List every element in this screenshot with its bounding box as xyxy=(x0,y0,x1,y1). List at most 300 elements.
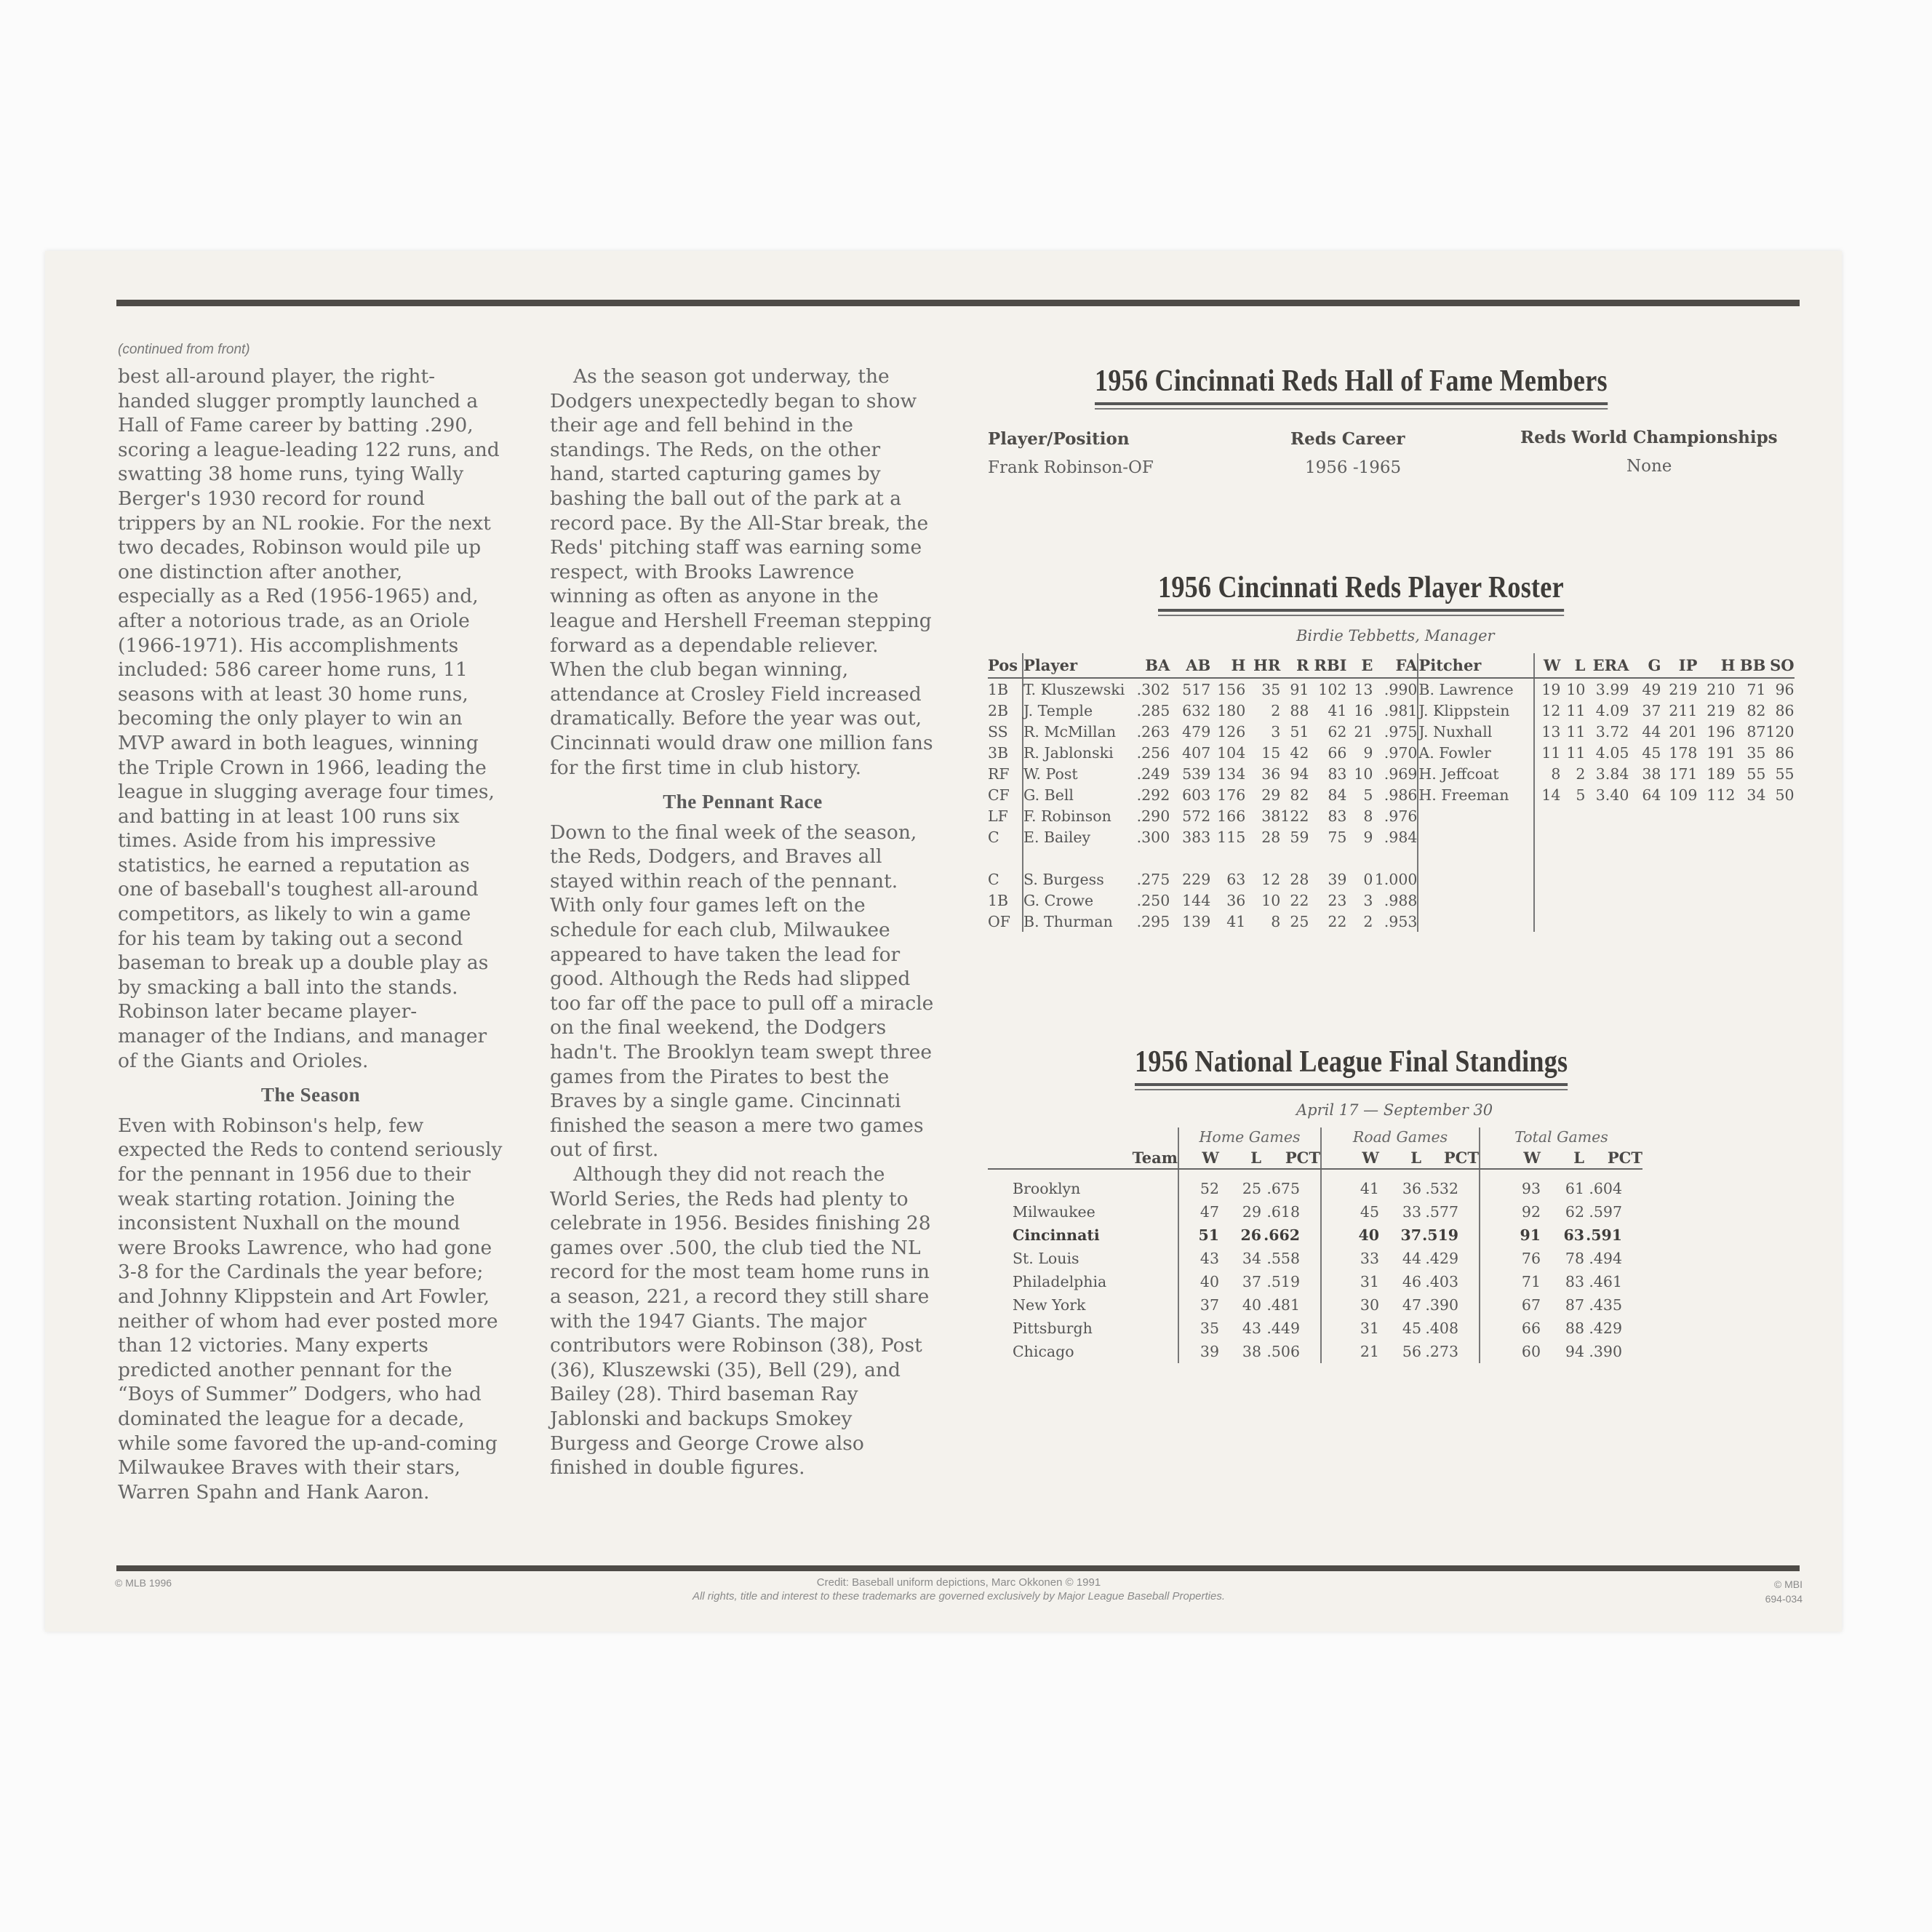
roster-cell: 25 xyxy=(1290,912,1309,930)
standings-cell: Pittsburgh xyxy=(988,1317,1178,1340)
standings-cell: .408 xyxy=(1421,1317,1480,1340)
roster-cell: LF xyxy=(988,805,1023,826)
roster-cell: 189 xyxy=(1707,765,1736,783)
roster-cell xyxy=(1560,890,1585,911)
roster-cell: 0 xyxy=(1363,870,1373,888)
roster-cell: 94 xyxy=(1290,765,1309,783)
roster-cell: 1B xyxy=(988,678,1023,700)
standings-title: 1956 National League Final Standings xyxy=(1135,1045,1568,1086)
roster-cell xyxy=(1765,911,1794,932)
roster-cell xyxy=(1697,869,1735,890)
roster-cell: 479 xyxy=(1182,722,1211,741)
standings-cell: 92 xyxy=(1521,1203,1541,1221)
roster-row xyxy=(988,911,1795,932)
roster-cell: .976 xyxy=(1373,805,1418,826)
hof-career-value: 1956 -1965 xyxy=(1305,458,1402,477)
standings-cell: Milwaukee xyxy=(988,1200,1178,1224)
roster-cell xyxy=(1697,911,1735,932)
roster-cell: H. Freeman xyxy=(1418,784,1534,805)
group-total: Total Games xyxy=(1514,1128,1608,1146)
roster-cell: 126 xyxy=(1217,722,1246,741)
roster-header: SO xyxy=(1765,653,1794,678)
roster-cell: .256 xyxy=(1136,743,1170,762)
standings-cell: 33 xyxy=(1402,1203,1421,1221)
roster-header: BB xyxy=(1735,653,1765,678)
roster-cell: 383 xyxy=(1182,828,1211,846)
standings-cell: 21 xyxy=(1360,1343,1379,1360)
roster-header: FA xyxy=(1373,653,1418,678)
roster-cell: 41 xyxy=(1226,912,1246,930)
roster-cell: 35 xyxy=(1747,743,1766,762)
standings-cell: 30 xyxy=(1360,1296,1379,1314)
standings-cell: .461 xyxy=(1589,1273,1622,1290)
roster-cell: 28 xyxy=(1290,870,1309,888)
roster-cell xyxy=(1661,805,1697,826)
roster-cell: 83 xyxy=(1328,765,1347,783)
roster-cell xyxy=(1585,890,1629,911)
roster-cell xyxy=(1418,805,1534,826)
standings-cell: .604 xyxy=(1589,1180,1622,1197)
standings-cell: 93 xyxy=(1521,1180,1541,1197)
roster-cell: 22 xyxy=(1328,912,1347,930)
standings-cell: 43 xyxy=(1199,1250,1219,1267)
roster-cell: 13 xyxy=(1541,722,1561,741)
standings-cell: 37 xyxy=(1199,1296,1219,1314)
standings-cell: 26 xyxy=(1240,1226,1261,1244)
roster-cell: 21 xyxy=(1354,722,1373,741)
roster-cell: 632 xyxy=(1182,701,1211,719)
roster-cell: 23 xyxy=(1328,891,1347,909)
roster-cell xyxy=(1661,847,1697,869)
roster-cell: RF xyxy=(988,763,1023,784)
roster-cell xyxy=(1661,826,1697,847)
roster-cell: 37 xyxy=(1642,701,1661,719)
standings-header: PCT xyxy=(1584,1146,1642,1169)
standings-cell: 66 xyxy=(1521,1320,1541,1337)
roster-cell: 12 xyxy=(1541,701,1561,719)
standings-cell: 35 xyxy=(1199,1320,1219,1337)
roster-cell xyxy=(988,847,1023,869)
roster-cell xyxy=(1735,805,1765,826)
roster-cell xyxy=(1661,869,1697,890)
roster-row xyxy=(988,700,1795,721)
roster-cell: 102 xyxy=(1318,680,1347,698)
roster-cell: 36 xyxy=(1261,765,1281,783)
text-column-1 xyxy=(118,364,503,1504)
roster-cell: .984 xyxy=(1373,826,1418,847)
roster-cell xyxy=(1560,847,1585,869)
roster-cell: B. Thurman xyxy=(1023,912,1113,930)
roster-table xyxy=(988,653,1795,932)
roster-cell: 13 xyxy=(1354,680,1373,698)
standings-header: L xyxy=(1379,1146,1421,1169)
paragraph: As the season got underway, the Dodgers unexpectedly began to show their age and fell behind in the standings. The Reds, on the other hand, started capturing games by bashing the ball out of the park at a record pace. By the All-Star break, the Reds' pitching staff was earning some respect, with Brooks Lawrence winning as often as anyone in the league and Hershell Freeman stepping forward as a dependable reliever. When the club began winning, attendance at Crosley Field increased dramatically. Before the year was out, Cincinnati would draw one million fans for the first time in club history. xyxy=(550,365,933,779)
roster-header: Pos xyxy=(988,653,1023,678)
roster-cell: 75 xyxy=(1328,828,1347,846)
standings-header: PCT xyxy=(1421,1146,1480,1169)
roster-cell: .275 xyxy=(1136,870,1170,888)
roster-cell: .981 xyxy=(1373,700,1418,721)
roster-cell: 407 xyxy=(1182,743,1211,762)
paragraph: best all-around player, the right-handed slugger promptly launched a Hall of Fame career by batting .290, scoring a league-leading 122 runs, and swatting 38 home runs, tying Wally Berger's 1930 record for round trippers by an NL rookie. For the next two decades, Robinson would pile up one distinction after another, especially as a Red (1956-1965) and, after a notorious trade, as an Oriole (1966-1971). His accomplishments included: 586 career home runs, 11 seasons with at least 30 home runs, becoming the only player to win an MVP award in both leagues, winning the Triple Crown in 1966, leading the league in slugging average four times, and batting in at least 100 runs six times. Aside from his impressive statistics, he earned a reputation as one of baseball's toughest all-around competitors, as likely to win a game for his team by taking out a second baseman to break up a double play as by smacking a ball into the stands. Robinson later became player-manager of the Indians, and manager of the Giants and Orioles. xyxy=(118,365,500,1072)
roster-cell: 171 xyxy=(1669,765,1698,783)
roster-cell: .975 xyxy=(1373,721,1418,742)
standings-cell: .435 xyxy=(1589,1296,1622,1314)
roster-cell: 219 xyxy=(1669,680,1698,698)
roster-cell: 36 xyxy=(1226,891,1246,909)
roster-header: H xyxy=(1697,653,1735,678)
roster-header: G xyxy=(1629,653,1661,678)
roster-cell: 83 xyxy=(1328,807,1347,825)
roster-cell: 109 xyxy=(1669,786,1698,804)
roster-header: E xyxy=(1346,653,1373,678)
roster-cell: 2 xyxy=(1363,912,1373,930)
roster-cell xyxy=(1629,847,1661,869)
roster-cell xyxy=(1585,826,1629,847)
roster-cell xyxy=(1735,847,1765,869)
bottom-rule xyxy=(116,1565,1800,1571)
roster-cell: 11 xyxy=(1566,743,1586,762)
roster-cell xyxy=(1125,847,1170,869)
roster-cell: 201 xyxy=(1669,722,1698,741)
roster-cell: 12 xyxy=(1261,870,1281,888)
roster-cell: .986 xyxy=(1373,784,1418,805)
roster-cell xyxy=(1765,847,1794,869)
roster-header: BA xyxy=(1125,653,1170,678)
standings-cell: .429 xyxy=(1589,1320,1622,1337)
standings-table xyxy=(988,1127,1642,1363)
standings-cell: 44 xyxy=(1402,1250,1421,1267)
roster-header: AB xyxy=(1170,653,1210,678)
standings-cell: St. Louis xyxy=(988,1247,1178,1270)
roster-cell: .249 xyxy=(1136,765,1170,783)
roster-header: HR xyxy=(1245,653,1280,678)
roster-cell xyxy=(1585,869,1629,890)
standings-row xyxy=(988,1224,1642,1247)
standings-header: W xyxy=(1321,1146,1379,1169)
roster-cell: 14 xyxy=(1541,786,1561,804)
roster-cell: 5 xyxy=(1363,786,1373,804)
standings-cell: 51 xyxy=(1198,1226,1219,1244)
roster-manager: Birdie Tebbetts, Manager xyxy=(1296,627,1495,644)
roster-cell: 219 xyxy=(1707,701,1736,719)
roster-cell xyxy=(1534,911,1560,932)
roster-cell: 2 xyxy=(1271,701,1281,719)
roster-cell xyxy=(1585,911,1629,932)
standings-cell: 38 xyxy=(1242,1343,1261,1360)
roster-cell: C xyxy=(988,826,1023,847)
standings-cell: 41 xyxy=(1360,1180,1379,1197)
roster-cell: C xyxy=(988,869,1023,890)
standings-cell: 31 xyxy=(1360,1273,1379,1290)
roster-header: IP xyxy=(1661,653,1697,678)
roster-cell xyxy=(1629,869,1661,890)
standings-row xyxy=(988,1293,1642,1317)
standings-header: Team xyxy=(988,1146,1178,1169)
roster-cell: 1.000 xyxy=(1373,869,1418,890)
standings-cell: 45 xyxy=(1360,1203,1379,1221)
standings-cell: 46 xyxy=(1402,1273,1421,1290)
roster-cell xyxy=(1735,826,1765,847)
roster-cell xyxy=(1661,911,1697,932)
roster-cell xyxy=(1735,869,1765,890)
standings-cell: 63 xyxy=(1563,1226,1584,1244)
roster-cell: 539 xyxy=(1182,765,1211,783)
roster-cell: 4.09 xyxy=(1595,701,1629,719)
roster-cell: 19 xyxy=(1541,680,1561,698)
standings-cell: 52 xyxy=(1199,1180,1219,1197)
standings-cell: 47 xyxy=(1199,1203,1219,1221)
standings-cell: .618 xyxy=(1261,1200,1321,1224)
roster-cell xyxy=(1560,805,1585,826)
roster-cell: 178 xyxy=(1669,743,1698,762)
roster-cell xyxy=(1560,869,1585,890)
roster-cell: 16 xyxy=(1354,701,1373,719)
roster-cell: 55 xyxy=(1747,765,1766,783)
roster-cell: 8 xyxy=(1551,765,1561,783)
roster-cell: .290 xyxy=(1136,807,1170,825)
roster-cell xyxy=(1534,847,1560,869)
footer-rights-line: All rights, title and interest to these trademarks are governed exclusively by Major League Baseball Properties. xyxy=(692,1590,1226,1602)
standings-cell: 34 xyxy=(1242,1250,1261,1267)
roster-cell: H. Jeffcoat xyxy=(1418,763,1534,784)
roster-cell xyxy=(1735,890,1765,911)
standings-header: L xyxy=(1541,1146,1584,1169)
standings-header: L xyxy=(1219,1146,1261,1169)
hof-header-career: Reds Career xyxy=(1290,429,1405,449)
roster-cell xyxy=(1534,869,1560,890)
roster-cell: 180 xyxy=(1217,701,1246,719)
roster-cell xyxy=(1765,890,1794,911)
roster-cell: 45 xyxy=(1642,743,1661,762)
standings-cell: .481 xyxy=(1261,1293,1321,1317)
roster-cell: B. Lawrence xyxy=(1418,678,1534,700)
roster-cell xyxy=(1373,847,1418,869)
roster-cell xyxy=(1585,847,1629,869)
roster-cell: 84 xyxy=(1328,786,1347,804)
roster-cell: .285 xyxy=(1136,701,1170,719)
roster-cell: 122 xyxy=(1280,807,1309,825)
roster-cell xyxy=(1210,847,1245,869)
standings-cell: 33 xyxy=(1360,1250,1379,1267)
roster-cell: OF xyxy=(988,911,1023,932)
roster-row xyxy=(988,826,1795,847)
roster-cell: 96 xyxy=(1775,680,1795,698)
standings-cell: 40 xyxy=(1358,1226,1379,1244)
roster-cell xyxy=(1661,890,1697,911)
standings-cell: .597 xyxy=(1589,1203,1622,1221)
roster-cell: 139 xyxy=(1182,912,1211,930)
roster-cell xyxy=(1280,847,1309,869)
hof-header-championships: Reds World Championships xyxy=(1520,428,1778,447)
continued-note: (continued from front) xyxy=(118,342,250,357)
roster-cell: 50 xyxy=(1775,786,1795,804)
roster-cell: 120 xyxy=(1765,722,1795,741)
roster-cell: A. Fowler xyxy=(1418,742,1534,763)
roster-cell: 3 xyxy=(1363,891,1373,909)
roster-cell: 2 xyxy=(1576,765,1586,783)
roster-cell: 3.99 xyxy=(1595,680,1629,698)
standings-row xyxy=(988,1270,1642,1293)
roster-row xyxy=(988,742,1795,763)
roster-cell: 39 xyxy=(1328,870,1347,888)
standings-cell: 83 xyxy=(1565,1273,1584,1290)
roster-cell: 51 xyxy=(1290,722,1309,741)
roster-row xyxy=(988,805,1795,826)
section-heading: The Pennant Race xyxy=(663,791,823,813)
standings-cell: .662 xyxy=(1261,1224,1321,1247)
roster-cell: 144 xyxy=(1182,891,1211,909)
roster-cell: .302 xyxy=(1136,680,1170,698)
roster-cell: 64 xyxy=(1642,786,1661,804)
roster-cell xyxy=(1418,911,1534,932)
roster-cell: 191 xyxy=(1707,743,1736,762)
roster-cell xyxy=(1697,805,1735,826)
roster-cell xyxy=(1418,869,1534,890)
standings-cell: 37 xyxy=(1400,1226,1421,1244)
roster-cell: W. Post xyxy=(1023,765,1078,783)
standings-cell: .591 xyxy=(1586,1226,1622,1244)
roster-cell xyxy=(1560,826,1585,847)
standings-cell: .494 xyxy=(1589,1250,1622,1267)
roster-cell xyxy=(1023,847,1125,869)
standings-cell: .506 xyxy=(1261,1340,1321,1363)
standings-cell: Chicago xyxy=(988,1340,1178,1363)
standings-cell: 71 xyxy=(1521,1273,1541,1290)
roster-cell: 8 xyxy=(1271,912,1281,930)
standings-cell: 39 xyxy=(1199,1343,1219,1360)
roster-row xyxy=(988,678,1795,700)
standings-header: W xyxy=(1178,1146,1219,1169)
roster-cell: 34 xyxy=(1747,786,1766,804)
paragraph: Although they did not reach the World Series, the Reds had plenty to celebrate in 1956. Besides finishing 28 games over .500, the club tied the NL record for the most team home runs in a season, 221, a record they still share with the 1947 Giants. The major contributors were Robinson (38), Post (36), Kluszewski (35), Bell (29), and Bailey (28). Third baseman Ray Jablonski and backups Smokey Burgess and George Crowe also finished in double figures. xyxy=(550,1163,931,1480)
roster-cell xyxy=(1629,805,1661,826)
roster-cell: 3 xyxy=(1271,722,1281,741)
roster-cell xyxy=(1585,805,1629,826)
roster-cell: 38 xyxy=(1261,807,1281,825)
roster-cell: 88 xyxy=(1290,701,1309,719)
roster-cell xyxy=(1534,826,1560,847)
roster-cell: 71 xyxy=(1747,680,1766,698)
roster-cell xyxy=(1697,826,1735,847)
footer-code: 694-034 xyxy=(1765,1593,1803,1605)
roster-cell: G. Bell xyxy=(1023,786,1074,804)
roster-header: H xyxy=(1210,653,1245,678)
standings-cell: Brooklyn xyxy=(988,1169,1178,1200)
roster-cell: 86 xyxy=(1775,743,1795,762)
standings-cell: 43 xyxy=(1242,1320,1261,1337)
roster-cell: R. Jablonski xyxy=(1023,743,1114,762)
roster-cell xyxy=(1309,847,1346,869)
standings-dates: April 17 — September 30 xyxy=(1296,1101,1493,1119)
roster-cell: 2B xyxy=(988,700,1023,721)
paragraph: Down to the final week of the season, the Reds, Dodgers, and Braves all stayed within reach of the pennant. With only four games left on the schedule for each club, Milwaukee appeared to have taken the lead for good. Although the Reds had slipped too far off the pace to pull off a miracle on the final weekend, the Dodgers hadn't. The Brooklyn team swept three games from the Pirates to best the Braves by a single game. Cincinnati finished the season a mere two games out of first. xyxy=(550,821,934,1162)
roster-cell: .970 xyxy=(1373,742,1418,763)
roster-cell: 63 xyxy=(1226,870,1246,888)
roster-cell xyxy=(1418,890,1534,911)
standings-cell: .532 xyxy=(1421,1169,1480,1200)
roster-cell xyxy=(1629,890,1661,911)
roster-header: ERA xyxy=(1585,653,1629,678)
roster-cell: 86 xyxy=(1775,701,1795,719)
roster-cell: .295 xyxy=(1136,912,1170,930)
standings-cell: 60 xyxy=(1521,1343,1541,1360)
standings-row xyxy=(988,1340,1642,1363)
standings-cell: 37 xyxy=(1242,1273,1261,1290)
roster-cell: .263 xyxy=(1136,722,1170,741)
roster-cell: 15 xyxy=(1261,743,1281,762)
standings-cell: .558 xyxy=(1261,1247,1321,1270)
roster-cell: 115 xyxy=(1217,828,1246,846)
roster-cell: 38 xyxy=(1642,765,1661,783)
roster-cell xyxy=(1245,847,1280,869)
standings-row xyxy=(988,1247,1642,1270)
roster-cell xyxy=(1697,847,1735,869)
roster-cell: 4.05 xyxy=(1595,743,1629,762)
roster-cell: 3.40 xyxy=(1595,786,1629,804)
roster-cell: 62 xyxy=(1328,722,1347,741)
roster-cell: 134 xyxy=(1217,765,1246,783)
roster-cell: 210 xyxy=(1707,680,1736,698)
standings-cell: .449 xyxy=(1261,1317,1321,1340)
roster-cell: J. Nuxhall xyxy=(1418,721,1534,742)
roster-header: R xyxy=(1280,653,1309,678)
standings-cell: 67 xyxy=(1521,1296,1541,1314)
roster-cell xyxy=(1534,890,1560,911)
roster-cell: .953 xyxy=(1373,911,1418,932)
roster-cell: .300 xyxy=(1136,828,1170,846)
hof-header-player: Player/Position xyxy=(988,429,1130,449)
roster-cell: .969 xyxy=(1373,763,1418,784)
roster-cell: F. Robinson xyxy=(1023,807,1111,825)
standings-cell: 91 xyxy=(1520,1226,1541,1244)
roster-cell: 41 xyxy=(1328,701,1347,719)
roster-cell: 11 xyxy=(1566,701,1586,719)
roster-cell: R. McMillan xyxy=(1023,722,1117,741)
standings-cell: .403 xyxy=(1421,1270,1480,1293)
roster-cell: 28 xyxy=(1261,828,1281,846)
roster-cell: 11 xyxy=(1566,722,1586,741)
roster-cell xyxy=(1534,805,1560,826)
roster-cell: 9 xyxy=(1363,828,1373,846)
standings-cell: 87 xyxy=(1565,1296,1584,1314)
standings-cell: 56 xyxy=(1402,1343,1421,1360)
roster-cell xyxy=(1418,826,1534,847)
standings-cell: Cincinnati xyxy=(988,1224,1178,1247)
roster-cell xyxy=(1346,847,1373,869)
roster-cell: 35 xyxy=(1261,680,1281,698)
roster-cell: 176 xyxy=(1217,786,1246,804)
roster-cell: E. Bailey xyxy=(1023,828,1091,846)
roster-row xyxy=(988,847,1795,869)
roster-cell: T. Kluszewski xyxy=(1023,680,1125,698)
roster-cell: 603 xyxy=(1182,786,1211,804)
roster-cell: 9 xyxy=(1363,743,1373,762)
top-rule xyxy=(116,300,1800,306)
footer-credit xyxy=(436,1576,1481,1603)
standings-cell: 25 xyxy=(1242,1180,1261,1197)
hof-championships-value: None xyxy=(1626,457,1672,476)
roster-cell: 5 xyxy=(1576,786,1586,804)
group-road: Road Games xyxy=(1321,1127,1480,1146)
roster-cell: 211 xyxy=(1669,701,1698,719)
roster-cell: 572 xyxy=(1182,807,1211,825)
roster-cell: 166 xyxy=(1217,807,1246,825)
roster-row xyxy=(988,763,1795,784)
roster-header: Pitcher xyxy=(1418,653,1534,678)
footer-credit-line: Credit: Baseball uniform depictions, Marc Okkonen © 1991 xyxy=(816,1576,1101,1589)
standings-cell: .429 xyxy=(1421,1247,1480,1270)
